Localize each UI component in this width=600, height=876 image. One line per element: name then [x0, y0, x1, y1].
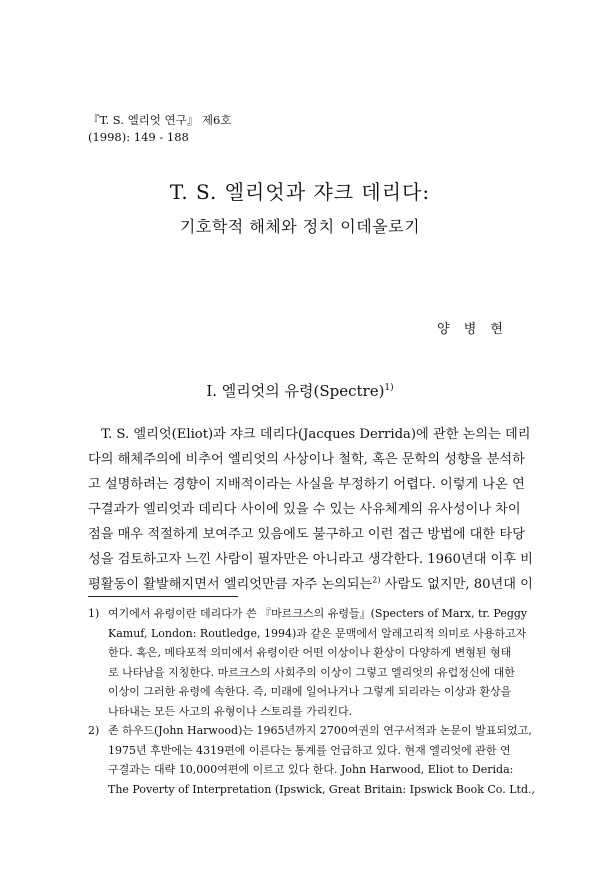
body-line: 고 설명하려는 경향이 지배적이라는 사실을 부정하기 어렵다. 이렇게 나온 연: [88, 477, 525, 492]
body-line: 성을 검토하고자 느낀 사람이 필자만은 아니라고 생각한다. 1960년대 이후 비: [88, 552, 533, 567]
footnote-line: 여기에서 유령이란 데리다가 쓴 『마르크스의 유령들』(Specters of Marx, tr. Peggy: [108, 607, 528, 620]
footnote-line: Kamuf, London: Routledge, 1994)과 같은 문맥에서 알레고리적 의미로 사용하고자: [108, 626, 527, 640]
paper-title: T. S. 엘리엇과 쟈크 데리다:: [169, 180, 431, 204]
journal-citation: [88, 112, 231, 146]
footnote-number: 1): [88, 607, 100, 620]
section-heading-text: I. 엘리엇의 유령(Spectre): [206, 382, 385, 400]
footnote-line: 나타내는 모든 사고의 유형이나 스토리를 가리킨다.: [108, 704, 353, 718]
body-text: [88, 422, 533, 597]
footnote-line: 이상이 그러한 유령에 속한다. 즉, 미래에 일어나거나 그렇게 되리라는 이상과 환상을: [108, 685, 512, 698]
body-line: 다의 해체주의에 비추어 엘리엇의 사상이나 철학, 혹은 문학의 성향을 분석하: [88, 452, 525, 467]
paper-subtitle: 기호학적 해체와 정치 이데올로기: [179, 217, 421, 236]
section-heading: [0, 380, 600, 401]
journal-year-pages: (1998): 149 - 188: [88, 130, 189, 144]
footnote: [88, 604, 528, 721]
body-line: T. S. 엘리엇(Eliot)과 쟈크 데리다(Jacques Derrida)에 관한 논의는 데리: [88, 427, 531, 442]
footnote-ref-2: 2): [372, 575, 381, 585]
footnote: [88, 721, 535, 799]
footnote-ref-1: 1): [384, 383, 394, 393]
footnote-line: 존 하우드(John Harwood)는 1965년까지 2700여권의 연구서적과 논문이 발표되었고,: [108, 724, 532, 737]
footnote-line: 구결과는 대략 10,000여편에 이르고 있다 한다. John Harwood, Eliot to Derida:: [108, 763, 514, 776]
footnote-line: The Poverty of Interpretation (Ipswick, Great Britain: Ipswick Book Co. Ltd.,: [108, 782, 535, 796]
journal-name: 『T. S. 엘리엇 연구』 제6호: [88, 113, 232, 127]
footnote-divider: [88, 596, 238, 597]
footnotes: [88, 604, 535, 799]
author-name: 양 병 현: [437, 322, 508, 337]
body-line: 점을 매우 적절하게 보여주고 있음에도 불구하고 이런 접근 방법에 대한 타당: [88, 527, 525, 542]
footnote-line: 로 나타남을 지칭한다. 마르크스의 사회주의 이상이 그렇고 엘리엇의 유럽정신에 대한: [108, 665, 515, 679]
body-line: 평활동이 활발해지면서 엘리엇만큼 자주 논의되는$^{2)}$ 사람도 없지만, 80년대 이: [88, 575, 533, 592]
footnote-number: 2): [88, 724, 100, 737]
body-line: 구결과가 엘리엇과 데리다 사이에 있을 수 있는 사유체계의 유사성이나 차이: [88, 502, 521, 517]
footnote-line: 한다. 혹은, 메타포적 의미에서 유령이란 어떤 이상이나 환상이 다양하게 변형된 형태: [108, 646, 512, 659]
footnote-line: 1975년 후반에는 4319편에 이른다는 통계를 언급하고 있다. 현재 엘리엇에 관한 연: [108, 743, 511, 757]
